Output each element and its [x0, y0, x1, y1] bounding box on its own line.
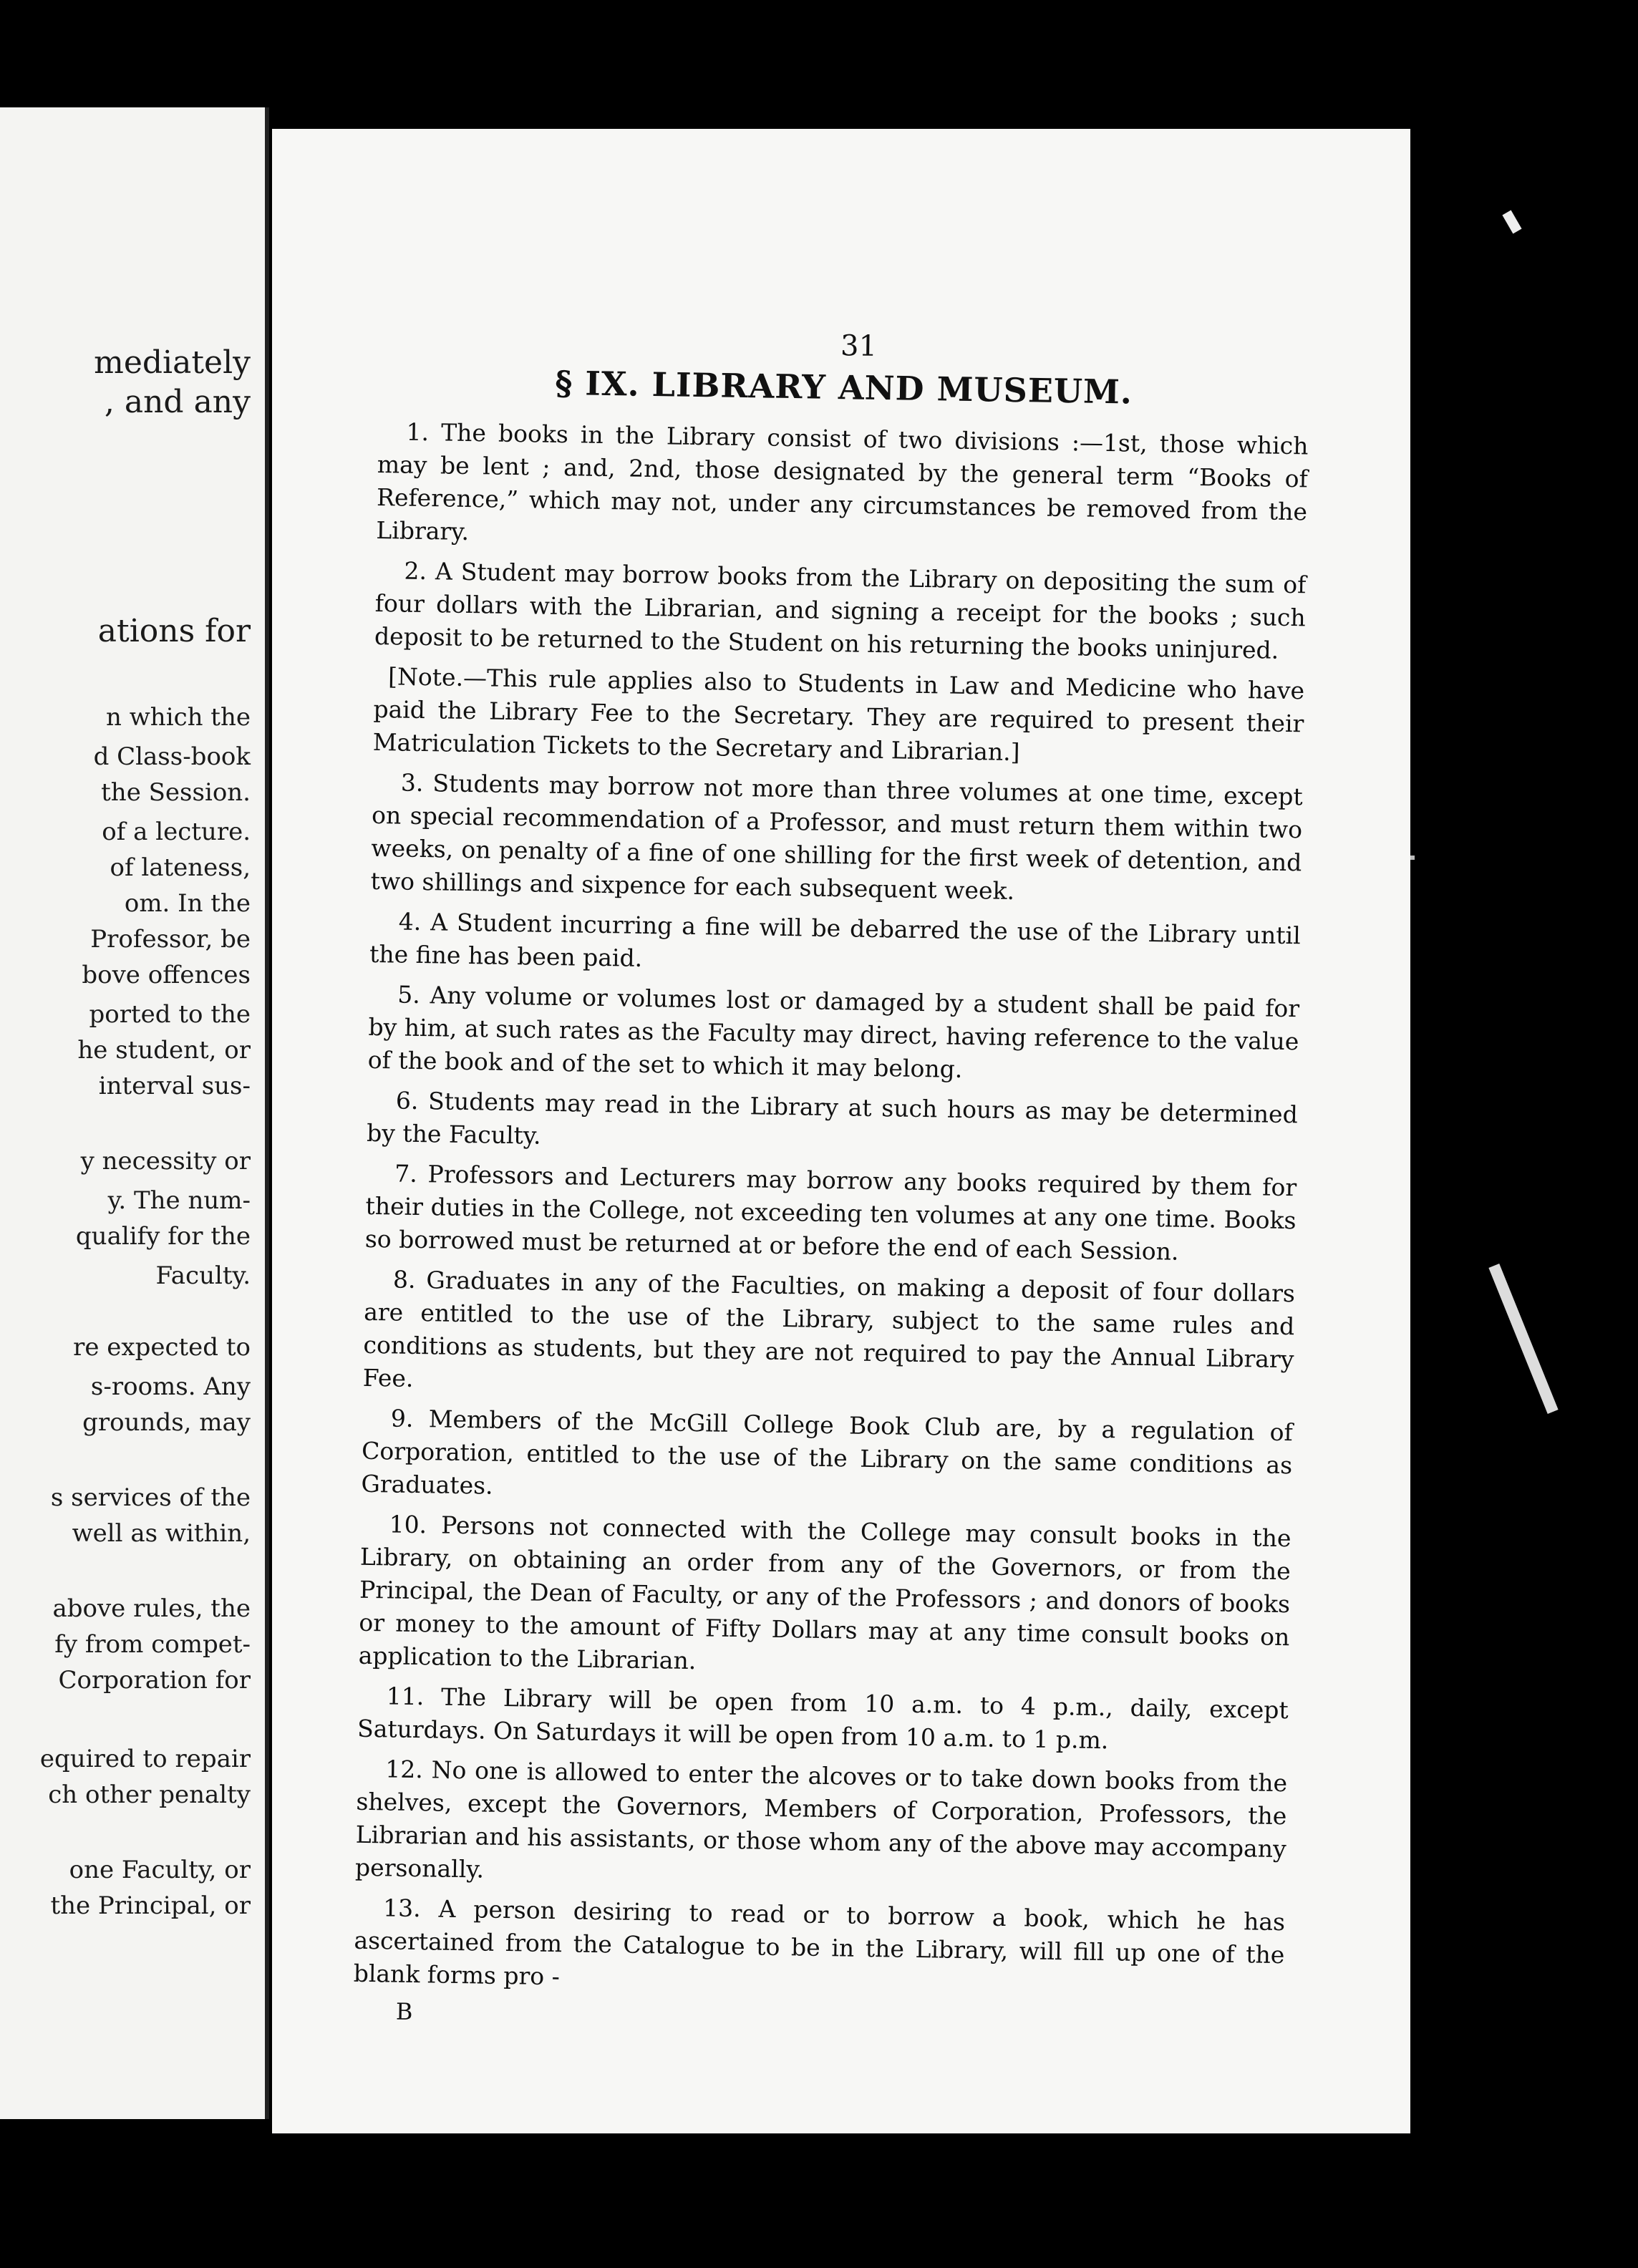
- scan-artifact: [1410, 856, 1415, 860]
- left-line: of lateness,: [110, 853, 251, 882]
- rule-number: 11.: [386, 1682, 425, 1711]
- rule-number: 6.: [395, 1086, 419, 1115]
- library-fee-note: [372, 660, 1304, 773]
- rule-text: Persons not connected with the College may consult books in the Library, on obtaining an order from any of the Governors, or from the Principal, the Dean of Faculty, or any of the Professors ; and donors of books or money to the amount of Fifty Dollars may at any time consult books on application to the Librarian.: [358, 1511, 1292, 1675]
- rule-7: [365, 1157, 1297, 1270]
- left-line: well as within,: [72, 1519, 251, 1548]
- left-line: Faculty.: [155, 1261, 251, 1290]
- rule-4: [369, 905, 1301, 985]
- rule-text: A Student may borrow books from the Library on depositing the sum of four dollars with the Librarian, and signing a receipt for the books ; such deposit to be returned to the Student on his returning the books uninjured.: [374, 557, 1307, 664]
- left-line: interval sus-: [98, 1072, 251, 1100]
- rule-number: 9.: [390, 1404, 414, 1433]
- rule-9: [361, 1402, 1293, 1515]
- rule-text: Professors and Lecturers may borrow any books required by them for their duties in the College, not exceeding ten volumes at any one time. Books so borrowed must be returned at or before the end of each Session.: [364, 1160, 1297, 1266]
- left-line: d Class-book: [93, 742, 251, 771]
- page-body: [353, 322, 1310, 2039]
- left-line: y. The num-: [107, 1186, 251, 1215]
- left-line: bove offences: [82, 961, 251, 989]
- rule-1: [376, 415, 1309, 561]
- rule-8: [362, 1263, 1295, 1409]
- left-line: the Session.: [101, 778, 251, 807]
- left-line: s-rooms. Any: [90, 1372, 251, 1401]
- rule-number: 12.: [384, 1755, 424, 1784]
- left-line: s services of the: [50, 1483, 251, 1512]
- rule-text: Members of the McGill College Book Club are, by a regulation of Corporation, entitled to the use of the Library on the same conditions as Graduates.: [361, 1405, 1294, 1500]
- rule-text: The books in the Library consist of two divisions :—1st, those which may be lent ; and, 2nd, those designated by the general term “Books of Reference,” which may not, under any circumstances be removed from the Library.: [376, 418, 1309, 546]
- left-line: , and any: [104, 384, 251, 420]
- left-line: equired to repair: [39, 1745, 251, 1773]
- left-line: om. In the: [124, 889, 251, 918]
- left-line: fy from compet-: [54, 1630, 251, 1659]
- left-line: y necessity or: [80, 1147, 251, 1176]
- left-line: mediately: [94, 344, 251, 381]
- rule-text: No one is allowed to enter the alcoves or to take down books from the shelves, except the Governors, Members of Corporation, Professors, the Librarian and his assistants, or those whom any of the above may accompany personally.: [354, 1755, 1288, 1884]
- page-number: 31: [840, 329, 878, 363]
- rule-3: [370, 766, 1303, 912]
- left-line: above rules, the: [52, 1594, 251, 1623]
- rule-number: 13.: [382, 1894, 421, 1923]
- section-title: § IX. LIBRARY AND MUSEUM.: [554, 363, 1133, 412]
- scan-artifact: [1502, 210, 1521, 234]
- rule-number: 2.: [404, 556, 427, 586]
- rule-text: Students may borrow not more than three volumes at one time, except on special recommendation of a Professor, and must return them within two weeks, on penalty of a fine of one shilling for the first week of detention, and two shillings and sixpence for each subsequent week.: [370, 769, 1304, 906]
- rule-number: 4.: [398, 907, 422, 936]
- scan-artifact: [1488, 1264, 1558, 1414]
- left-line: grounds, may: [82, 1408, 251, 1437]
- signature-mark: B: [395, 1997, 413, 2026]
- rule-13: [353, 1891, 1285, 2005]
- rule-text: Any volume or volumes lost or damaged by a student shall be paid for by him, at such rates as the Faculty may direct, having reference to the value of the book and of the set to which it may belong.: [367, 981, 1300, 1083]
- left-line: ported to the: [89, 1000, 251, 1029]
- left-line: of a lecture.: [102, 818, 251, 846]
- rule-number: 5.: [397, 980, 421, 1009]
- note-text: [Note.—This rule applies also to Students in Law and Medicine who have paid the Library Fee to the Secretary. They are required to present their Matriculation Tickets to the Secretary and Librarian.]: [372, 662, 1305, 767]
- rule-10: [358, 1508, 1291, 1687]
- previous-page-fragment: [0, 107, 269, 2119]
- left-line: he student, or: [77, 1036, 251, 1065]
- left-line: ch other penalty: [48, 1780, 251, 1809]
- rule-number: 10.: [389, 1510, 427, 1539]
- rule-12: [355, 1753, 1288, 1899]
- rule-text: A person desiring to read or to borrow a book, which he has ascertained from the Catalogue to be in the Library, will fill up one of the blank forms pro -: [353, 1894, 1286, 1991]
- rule-5: [367, 978, 1299, 1091]
- left-line: Professor, be: [90, 925, 251, 954]
- rule-number: 8.: [392, 1265, 416, 1294]
- rule-text: Students may read in the Library at such hours as may be determined by the Faculty.: [366, 1087, 1299, 1150]
- left-line: qualify for the: [75, 1222, 251, 1251]
- rule-number: 1.: [406, 417, 430, 447]
- rule-number: 3.: [400, 768, 424, 798]
- left-line: the Principal, or: [50, 1891, 251, 1920]
- rule-number: 7.: [394, 1159, 418, 1188]
- page-31: [272, 129, 1410, 2133]
- rule-text: A Student incurring a fine will be debarred the use of the Library until the fine has been paid.: [369, 908, 1302, 972]
- rule-11: [357, 1680, 1289, 1760]
- left-line: one Faculty, or: [69, 1856, 251, 1884]
- rule-6: [367, 1084, 1298, 1164]
- left-line: n which the: [105, 703, 251, 732]
- rule-text: Graduates in any of the Faculties, on making a deposit of four dollars are entitled to the use of the Library, subject to the same rules and conditions as students, but they are not required to pay the Annual Library Fee.: [362, 1266, 1296, 1392]
- left-line: re expected to: [73, 1333, 251, 1362]
- rule-text: The Library will be open from 10 a.m. to 4 p.m., daily, except Saturdays. On Saturdays it will be open from 10 a.m. to 1 p.m.: [357, 1682, 1289, 1755]
- left-line: ations for: [97, 613, 251, 649]
- rule-2: [374, 554, 1307, 667]
- left-line: Corporation for: [58, 1666, 251, 1695]
